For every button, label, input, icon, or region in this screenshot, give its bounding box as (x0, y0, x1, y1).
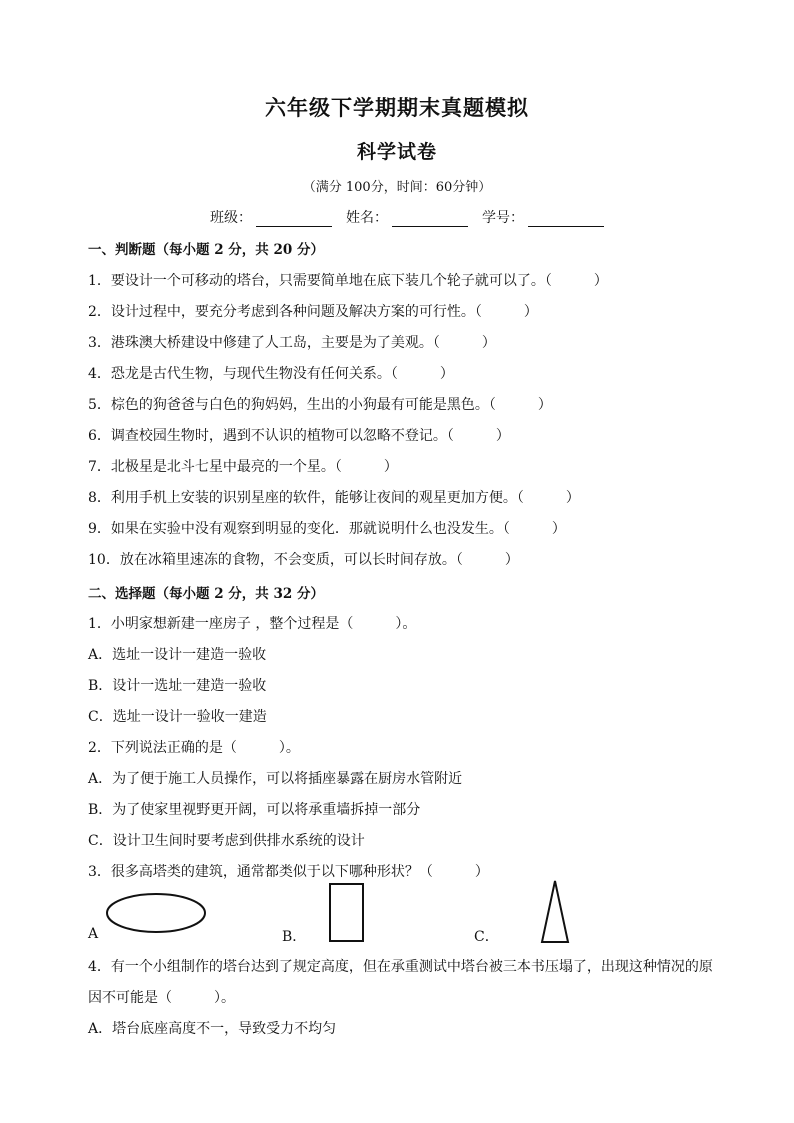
judge-item-8: 8．利用手机上安装的识别星座的软件，能够让夜间的观星更加方便。（ ） (88, 490, 580, 506)
judge-item-1: 1．要设计一个可移动的塔台，只需要简单地在底下装几个轮子就可以了。（ ） (88, 273, 608, 289)
page-title: 六年级下学期期末真题模拟 (265, 95, 529, 120)
ellipse-icon (104, 891, 214, 941)
choice-q1-option-a: A．选址一设计一建造一验收 (88, 647, 267, 663)
judge-item-7: 7．北极星是北斗七星中最亮的一个星。（ ） (88, 459, 398, 475)
id-label: 学号： (482, 210, 524, 226)
judge-item-6: 6．调查校园生物时，遇到不认识的植物可以忽略不登记。（ ） (88, 428, 510, 444)
section-1-heading: 一、判断题（每小题 2 分，共 20 分） (88, 242, 324, 258)
judge-item-2: 2．设计过程中，要充分考虑到各种问题及解决方案的可行性。（ ） (88, 304, 538, 320)
rectangle-icon (328, 882, 368, 944)
choice-q1-stem: 1．小明家想新建一座房子 ，整个过程是（ ）。 (88, 616, 417, 632)
judge-item-3: 3．港珠澳大桥建设中修建了人工岛，主要是为了美观。（ ） (88, 335, 496, 351)
section-2-heading: 二、选择题（每小题 2 分，共 32 分） (88, 586, 324, 602)
choice-q4-stem-line2: 因不可能是（ ）。 (88, 990, 235, 1006)
judge-item-10: 10．放在冰箱里速冻的食物，不会变质，可以长时间存放。（ ） (88, 552, 519, 568)
class-label: 班级： (210, 210, 252, 226)
id-blank[interactable] (528, 212, 604, 227)
judge-item-5: 5．棕色的狗爸爸与白色的狗妈妈，生出的小狗最有可能是黑色。（ ） (88, 397, 552, 413)
name-blank[interactable] (392, 212, 468, 227)
exam-meta: （满分 100分，时间：60分钟） (302, 180, 492, 195)
choice-q2-option-a: A．为了便于施工人员操作，可以将插座暴露在厨房水管附近 (88, 771, 463, 787)
choice-q2-option-b: B．为了使家里视野更开阔，可以将承重墙拆掉一部分 (88, 802, 421, 818)
choice-q3-option-c-label: C． (474, 929, 499, 945)
class-blank[interactable] (256, 212, 332, 227)
choice-q1-option-b: B．设计一选址一建造一验收 (88, 678, 267, 694)
choice-q1-option-c: C．选址一设计一验收一建造 (88, 709, 267, 725)
choice-q2-stem: 2．下列说法正确的是（ ）。 (88, 740, 300, 756)
choice-q3-stem: 3．很多高塔类的建筑，通常都类似于以下哪种形状？（ ） (88, 864, 489, 880)
choice-q4-option-a: A．塔台底座高度不一，导致受力不均匀 (88, 1021, 337, 1037)
student-info-row (210, 207, 618, 227)
triangle-icon (540, 878, 574, 944)
choice-q3-option-a-label: A (88, 926, 99, 942)
choice-q4-stem-line1: 4．有一个小组制作的塔台达到了规定高度，但在承重测试中塔台被三本书压塌了，出现这种情况的原 (88, 959, 713, 975)
choice-q3-option-b-label: B． (282, 929, 307, 945)
name-label: 姓名： (346, 210, 388, 226)
page-subtitle: 科学试卷 (356, 141, 437, 163)
choice-q2-option-c: C．设计卫生间时要考虑到供排水系统的设计 (88, 833, 365, 849)
judge-item-9: 9．如果在实验中没有观察到明显的变化．那就说明什么也没发生。（ ） (88, 521, 566, 537)
choice-q3-shapes (88, 876, 708, 946)
judge-item-4: 4．恐龙是古代生物，与现代生物没有任何关系。（ ） (88, 366, 454, 382)
